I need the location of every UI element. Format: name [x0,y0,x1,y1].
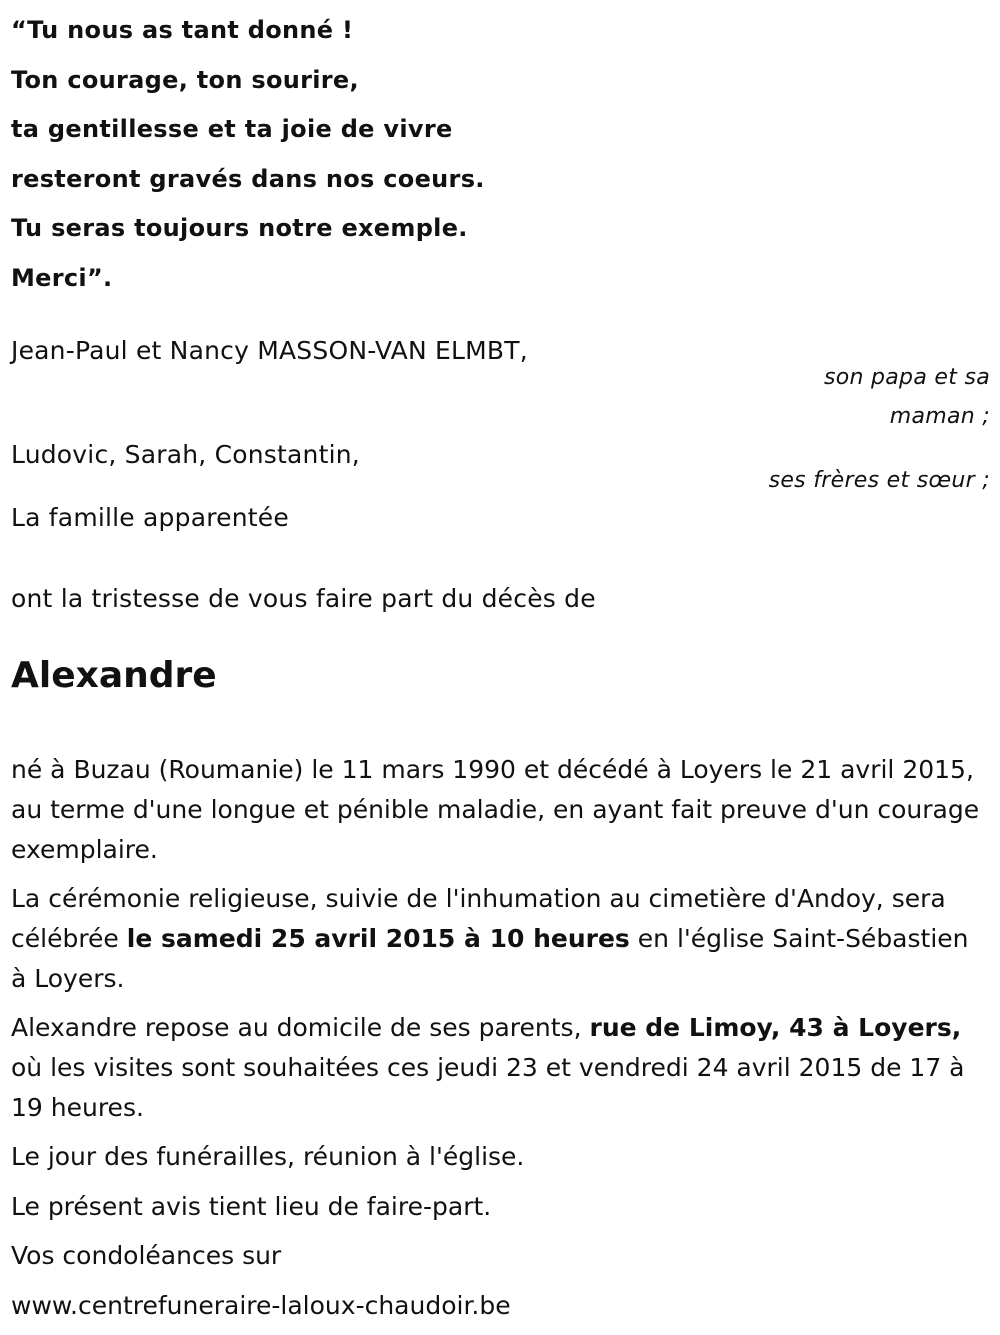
rest-paragraph [11,1008,986,1128]
poem [11,6,911,304]
birth-death-paragraph: né à Buzau (Roumanie) le 11 mars 1990 et décédé à Loyers le 21 avril 2015, au terme d'une longue et pénible maladie, en ayant fait preuve d'un courage exemplaire. [11,755,980,864]
ceremony-date: le samedi 25 avril 2015 à 10 heures [126,924,630,953]
notice-paragraph: Le présent avis tient lieu de faire-part. [11,1191,492,1221]
poem-line: resteront gravés dans nos coeurs. [11,164,485,193]
funeral-day-paragraph: Le jour des funérailles, réunion à l'église. [11,1142,525,1171]
parents-relation-line2: maman ; [889,404,990,429]
family-siblings: Ludovic, Sarah, Constantin, [11,440,360,469]
ceremony-location: en l'église Saint-Sébastien à Loyers. [11,924,969,993]
poem-line: ta gentillesse et ta joie de vivre [11,115,453,144]
rest-address: rue de Limoy, 43 à Loyers, [589,1013,962,1042]
poem-line: Ton courage, ton sourire, [11,65,359,94]
condolences-paragraph: Vos condoléances sur [11,1241,282,1270]
family-parents: Jean-Paul et Nancy MASSON-VAN ELMBT, [11,336,528,365]
parents-relation [824,358,990,436]
poem-line: Tu seras toujours notre exemple. [11,214,468,243]
ceremony-text: La cérémonie religieuse, suivie de l'inhumation au cimetière d'Andoy, sera célébrée [11,884,946,953]
website-link[interactable]: www.centrefuneraire-laloux-chaudoir.be [11,1290,511,1320]
rest-text: Alexandre repose au domicile de ses parents, [11,1013,590,1042]
poem-line: “Tu nous as tant donné ! [11,16,354,44]
family-relatives: La famille apparentée [11,503,289,532]
ceremony-paragraph [11,879,986,999]
siblings-relation: ses frères et sœur ; [768,468,990,493]
obituary-body [11,750,986,1335]
deceased-name: Alexandre [11,655,217,696]
parents-relation-line1: son papa et sa [823,365,990,390]
poem-line: Merci”. [11,263,113,292]
visit-hours: où les visites sont souhaitées ces jeudi 23 et vendredi 24 avril 2015 de 17 à 19 heures. [11,1053,965,1122]
announcement: ont la tristesse de vous faire part du décès de [11,584,596,613]
